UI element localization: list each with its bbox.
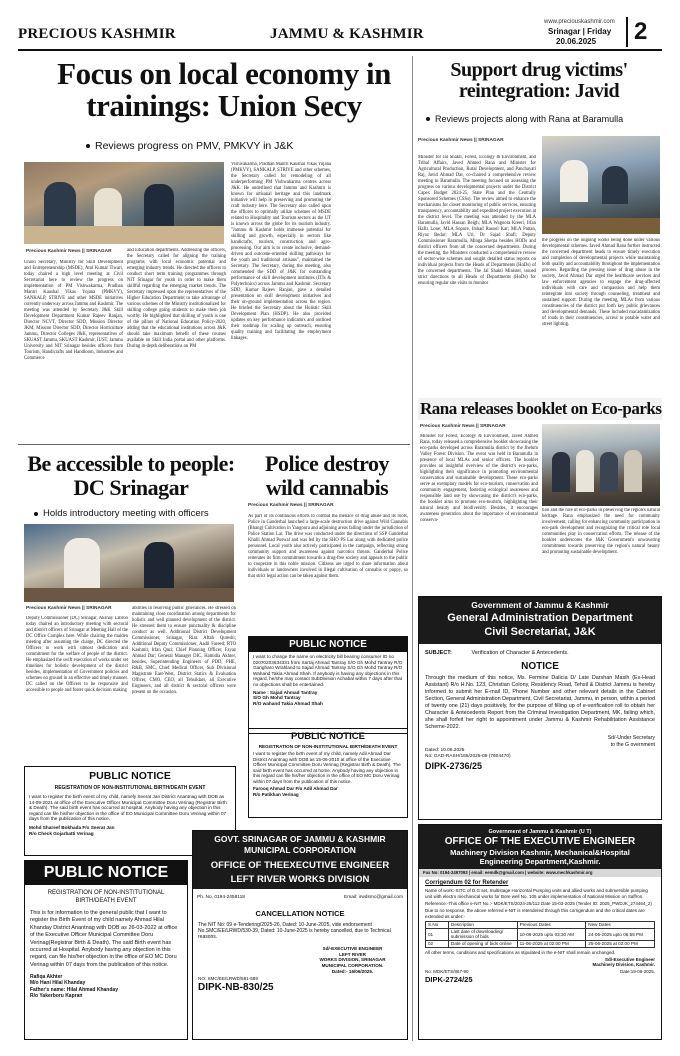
mech-ref: Reference:-This office e-NIT No.:- MDK/ETS/2024-25/112 Date 15-03-2025 (Tender ID: 2025_PWDJK_274464_2) xyxy=(425,901,652,906)
mech-table-header xyxy=(426,921,655,928)
smc-head1: GOVT. SRINAGAR OF JAMMU & KASHMIR xyxy=(214,834,386,844)
mech-head2: OFFICE OF THE EXECUTIVE ENGINEER xyxy=(444,836,636,847)
smc-head2: MUNICIPAL CORPORATION xyxy=(244,845,356,855)
mech-cell: Last date of downloading/ submission of bids xyxy=(448,928,517,940)
smc-body: The NIT No: 09 e-Tendering/2025-26, Dated: 10-June-2025, vide endorsement No.SMC/EE/LRWD/530-39, Dated: 10-June-2025 is hereby cancelled, due to Technical reasons. xyxy=(198,922,391,941)
smc-header xyxy=(193,831,407,889)
mech-cell: Date of opening of bids online xyxy=(448,940,517,947)
story4-col1: Deputy Commissioner (DC) Srinagar, Akshay Labroo today chaired an introductory meeting with sectoral and district officers of Srinagar at Meeting Hall of the DC Office Complex here. While chairing the maiden meeting after assuming the charge, DC directed the Officers to work with utmost dedication and commitment for the welfare of people of the district. He emphasized the swift execution of works under set timelines for holistic development of the district besides, implementation of Government policies and schemes on ground in an effective and timely manner. DC called on the Officers to be responsive and accessible to people and foster quick decision making xyxy=(26,616,128,693)
mech-head4: Engineering Department,Kashmir. xyxy=(479,857,601,866)
story4-photo xyxy=(24,524,234,602)
column-divider xyxy=(412,56,413,1041)
story5-byline: Precious Kashmir News || SRINAGAR xyxy=(248,503,334,508)
story2-photo xyxy=(542,136,660,234)
story3-col2: tion and the role of eco-parks in preserving the region's natural heritage. Rana emphasized the need for community involvement, calling for enhancing community participation in eco-park development and recognizing the critical role local communities play in conservation efforts. The release of the booklet underscores the J&K Government's unwavering commitment towards preserving the region's natural beauty and promoting sustainable development. xyxy=(542,508,660,555)
mech-sign: Sd/-Executive Engineer Machinery Division, Kashmir. xyxy=(592,957,655,968)
smc-no: NO: SMC/EE/LRWD/581-589 xyxy=(198,976,258,982)
gad-no: No: GAD-RASH/165/2025-09 (7604470) xyxy=(425,754,511,760)
public-notice-name-change xyxy=(248,636,408,734)
mech-cell: 24-06-2025 upto 06:55 PM xyxy=(586,928,655,940)
mech-th: S.No xyxy=(426,921,449,928)
smc-head3: OFFICE OF THEEXECUTIVE ENGINEER xyxy=(210,860,390,871)
mech-th: New Dates xyxy=(586,921,655,928)
pn2-sub: REGISTRATION OF NON-INSTITUTIONAL BIRTH/DEATH EVENT xyxy=(258,744,398,749)
machinery-division-notice xyxy=(418,824,662,1040)
story1-deck xyxy=(86,140,293,152)
gad-head1: Government of Jammu & Kashmir xyxy=(471,600,609,610)
gad-head3: Civil Secretariat, J&K xyxy=(484,626,596,638)
smc-cancel-title: CANCELLATION NOTICE xyxy=(255,909,345,919)
story5-headline: Police destroy wild cannabis xyxy=(265,451,389,500)
story3-headline: Rana releases booklet on Eco-parks xyxy=(420,399,662,418)
mech-head1: Government of Jammu & Kashmir (U T) xyxy=(488,829,592,835)
pn4-title: PUBLIC NOTICE xyxy=(25,861,187,885)
story4-deck xyxy=(34,508,209,519)
story1-photo xyxy=(24,162,224,244)
story3-col1: Minister for Forest, Ecology & Environment, Javed Ahmed Rana, today released a comprehensive booklet showcasing the eco-parks developed across Baramulla district by the Jhelum Valley Forest Division. The event was held in Baramulla in presence of local MLAs and senior officers. The booklet provides an insightful overview of the district's eco-parks, highlighting their significance in promoting environmental conservation and sustainable development. These eco-parks serve as exemplary models for eco-tourism, conservation and community engagement, fostering ecological awareness and responsible land use by showcasing the district's eco-parks, the booklet aims to promote eco-tourism, highlighting their natural beauty and biodiversity. Besides, it encourages awareness generation about the importance of environmental conserva- xyxy=(420,434,538,523)
gad-subject: Verification of Character & Antecedents. xyxy=(471,650,569,656)
pn3-body: I want to register the birth event of my child, namely Seerat Jan District Anantnag with DOB as 14-09-2021 at office of the Executive Officer Municipal Committee Doru Verinag (Registrar Birth & Death). The said birth event has occurred at hospital. Anybody having any objection in this regard can file his/her objection in the office of EO Municipal Committee Doru Verinag within 07 days from the publication of this notice. xyxy=(29,794,227,822)
mech-header xyxy=(419,825,661,869)
story4-col2: abilities in resolving public grievances. He stressed on maintaining close coordination among departments for holistic and well planned development of the district. He stressed them to ensure punctuality & discipline conduct as well. Additional District Development Commissioner, Srinagar, Riaz Aftab Qureshi; Additional Deputy Commissioner, Aadil Fareed; RTO Kashmir, Irfan Qazi; Chief Planning Officer, Fayaz Ahmad Dar; General Manager DIC, Hamidia Akhter, besides, Superintending Engineers of PDD, PHE, R&B, SMC, Chief Medical Officer, Sub Divisional Magistrate East-West, District Statics & Evaluation Officer, CMO, CEO, all Tehsildars, all Executive Engineers, and all district & sectoral officers were present on the occasion. xyxy=(132,606,236,695)
smc-phone: Ph. No. 0194-2458118 xyxy=(197,895,245,900)
gad-date: Dated: 10.06.2025 xyxy=(425,748,465,754)
gad-sign: Sd/-Under Secretary to the G overnment xyxy=(607,735,655,748)
table-row xyxy=(426,928,655,940)
mech-cell: 02 xyxy=(426,940,449,947)
mech-th: Previous Dates xyxy=(517,921,586,928)
page-number: 2 xyxy=(634,18,648,45)
pn-main-body: I want to change the name on electricity bill bearing consumer ID no 02070203634331 from Sartaj Ahmad Tantray S/O Gh Mohd Tantray R/O Gangharo Wrahland to Sajad Ahmad Tantray S/O Gh Mohd Tantray R/O Wahand Takia Ahmad Shah. If anybody is having any objections in this regard, he/she may contact SubDivision Achabal within 7 days after that no objections shall be entertained. xyxy=(253,654,403,687)
story1-deck-text: Reviews progress on PMV, PMKVY in J&K xyxy=(95,140,294,152)
mech-head3: Machinery Division Kashmir, Mechanical&Hospital xyxy=(450,848,630,857)
public-notice-hilal xyxy=(24,860,188,1040)
story2-deck xyxy=(426,114,623,124)
smc-email[interactable]: Email: irwdsmc@gmail.com xyxy=(344,895,403,900)
mech-cell: 10-06-2025 upto 03:30 AM xyxy=(517,928,586,940)
gad-subject-label: SUBJECT: xyxy=(425,650,452,656)
story4-headline: Be accessible to people: DC Srinagar xyxy=(27,451,235,500)
pn4-body: This is for information to the general public that I want to register the Birth Event of my child namely Ahmad Hilal Khanday District Anantnag with DOB as 26-03-2022 at office of the Executive Officer Municipal Committee Doru Verinag(Registrar Birth & Death). The said Birth event has occurred at Hospital. Anybody having any objection in this regard, can file his/her objection in the office of EO MC Doru Verinag within 07 days from the publication of this notice. xyxy=(30,910,178,968)
story2-col2: the progress on the ongoing works being done under various developmental schemes. Javed Ahmad Rana further instructed the concerned department heads to ensure timely execution and completion of developmental projects while maintaining both quality and accountability throughout the implementation process. Regarding the pressing issue of drug abuse in the society, Javid Ahmad Dar urged the healthcare services and law enforcement agencies to engage the drug-affected individuals with care and compassion and help them reintegrate into society through counseling, treatment and sustained support. During the meeting, MLAs from various constituencies of the district put forth key public grievances and developmental demands. These included macadamization of roads in their constituencies, access to potable water and street lighting. xyxy=(542,238,660,327)
smc-head4: LEFT RIVER WORKS DIVISION xyxy=(230,874,370,885)
table-row xyxy=(426,940,655,947)
public-notice-adil xyxy=(248,728,408,818)
masthead-center: JAMMU & KASHMIR xyxy=(270,26,424,42)
pn2-sign: Farooq Ahmad Dar F/o Adil Ahmad Dar R/o Patikhan Verinag xyxy=(253,786,338,797)
gad-dipk: DIPK-2736/25 xyxy=(425,760,483,771)
gad-notice xyxy=(418,596,662,820)
gad-header xyxy=(419,597,661,644)
story3-byline: Precious Kashmir News || SRINAGAR xyxy=(420,424,506,429)
gad-body: Through the medium of this notice, Ms. Fermine Dalicia D/ Late Darshan Masih (Ex-Head Assistant) R/o H.No. 123, Christian Colony, Residency Road, Tehsil & District Jammu is hereby informed to submit her E-mail ID, Phone Number and other relevant details in the Cabinet Section, General Administration Department, Civil Secretariat, Jammu, in person, within a period of twenty one (21) days positively, for the purpose of filling up of e-verification roll to obtain her Character & Antecedents Report from the Criminal Investigation Department, MK, failing which, she shall forfeit her right to appointment under Jammu & Kashmir Rehabilitation Assistance Scheme-2022. xyxy=(425,675,655,731)
section-rule-1 xyxy=(18,444,410,445)
pn3-sub: REGISTRATION OF NON-INSTITUTIONAL BIRTH/DEATH EVENT xyxy=(54,785,206,791)
story1-headline: Focus on local economy in trainings: Union Secy xyxy=(57,56,391,123)
story2-deck-text: Reviews projects along with Rana at Baramulla xyxy=(435,114,624,124)
mech-other: All other terms, conditions and specifications as stipulated in the e-NIT shall remain unchanged. xyxy=(425,949,616,955)
smc-cancellation-notice xyxy=(192,830,408,1040)
masthead-dateline: Srinagar | Friday xyxy=(548,27,612,36)
mech-work: Name of work:-SITC of D.G set, multistage Horizontal Pumping units and allied works and submersible pumping unit with electro mechanical works for Bore well No. 105 under implementation of National Mission on Saffron. xyxy=(425,888,648,899)
mech-dipk: DIPK-2724/25 xyxy=(425,974,473,984)
mech-due: Due to no response, the above referred e-NIT is retendered through this corrigendum and the critical dates are extended as under:- xyxy=(425,908,645,919)
story4-deck-text: Holds introductory meeting with officers xyxy=(43,508,209,519)
pn3-sign: Mohd Shareef Bokhada F/o Seerat Jan R/o Check Gojarbatti Verinag xyxy=(29,824,115,836)
masthead-site[interactable]: www.preciouskashmir.com xyxy=(544,19,615,25)
mech-cell: 01 xyxy=(426,928,449,940)
story2-byline: Precious Kashmir News || SRINAGAR xyxy=(418,138,504,143)
masthead-left: PRECIOUS KASHMIR xyxy=(18,26,176,42)
story1-col2: and Education departments. Addressing the officers, the Secretary called for aligning the training programs with local economic potential and emerging industry trends. He directed the officers to conduct short term training programmes through NIT Srinagar for youth in order to make them skillful regarding the emerging market trends. The Secretary impressed upon the representatives of the Higher Education Department to take advantage of various schemes of the Ministry institutionalized for skilling college going students to make them job worthy. He highlighted that skilling of youth is one of the pillars of National Education Policy-2020, adding that the educational institutions across J&K should take maximum benefit of these courses available on Skill India portal and other platforms. During in-depth deliberations on PM xyxy=(127,248,226,349)
story2-headline: Support drug victims' reintegration: Javid xyxy=(450,59,628,102)
story1-col1: Union Secretary, Ministry for Skill Development and Entrepreneurship (MSDE), Atul Kumar Tiwari, today chaired a high level meeting at Civil Secretariat here to review the progress on implementation of PM Vishwakarma, Pradhan Mantri Kaushal Vikas Yojana (PMKVY), SANKALP, STRIVE and other MSDE initiatives currently underway across Jammu and Kashmir. The meeting was attended by Secretary J&K Skill Development Department Kumar Rajeev Ranjan, Director NCVT, Director SDD, Mission Director JKM, Mission Director SDD, Director Horticulture Jammu, Director Colleges J&K, representatives of SKUAST Jammu, SKUAST Kashmir, IUST, Jammu University and NIT Srinagar besides officers from Tourism, Handicrafts and Handloom, Industries and Commerce xyxy=(24,260,123,361)
mech-no: No: MDK/ETS/867-90 xyxy=(425,968,469,974)
gad-notice-title: NOTICE xyxy=(521,661,559,673)
mech-corrigendum: Corrigendum 02 for Retender xyxy=(425,880,509,887)
pn2-title: PUBLIC NOTICE xyxy=(291,731,365,742)
story1-col3: Vishwakarma, Pradhan Mantri Kaushal Vikas Yojana (PMKVY), SANKALP, STRIVE and other schemes, the Secretary called for remodeling of all underperforming PM Vishwakarma centres across J&K. He underlined that Jammu and Kashmir is known for artisanal heritage and this landmark initiative will help in preserving and promoting the craft industry here. The Secretary also called upon the officers to optimally utilize schemes of MSDE related to Hospitality and Tourism sectors as the UT is known across the globe for its tourism industry. "Jammu & Kashmir holds immense potential for skilling and growth, especially in sectors like handicrafts, tourism, construction and agro-processing. Our aim is to create inclusive, demand-driven and outcome-oriented skilling pathways for the youth and traditional artisans", maintained the Secretary. The Secretary, during the meeting, also commended the SDD of J&K for outstanding performance of skill development institutes (ITIs & Polytechnics) across Jammu and Kashmir. Secretary SDD, Kumar Rajeev Ranjan, gave a detailed presentation on skill development initiatives and their on-ground implementation across the region. He briefed the Secretary about the Holistic Skill Development Plan (HSDP). He also provided updates on key performance indicators and outlined their roadmap for scaling up outreach, ensuring quality training and facilitating the employment linkages. xyxy=(231,162,331,341)
story2-col1: Minister for Jal Shakti, Forest, Ecology & Environment, and Tribal Affairs, Javed Ahmed Rana and Minister for Agricultural Production, Rural Development, and Panchayati Raj, Javid Ahmad Dar, co-chaired a comprehensive review meeting in Baramulla. The meeting focused on assessing the progress on various developmental projects under the District Capex Budget 2024-25, State Plan and the Centrally Sponsored Schemes (CSSs). The review aimed to enhance the mechanisms for closer monitoring of public services, ensuring transparency, accountability and expedited project execution at the district level. The meeting was attended by the MLA Baramulla, Javid Hassan Beigh; MLA Wagoora Kreeri, Irfan Hafiz Lone; MLA Sopore, Irshad Rasool Kar; MLA Pattan, Riyaz Bedar; MLA Uri, Dr Sajad Shafi; Deputy Commissioner Baramulla, Minga Sherpa besides HODs and district officers from all the concerned departments. During the meeting, the Ministers conducted a comprehensive review of sector-wise schemes and sought detailed status reports on individual projects from the Heads of Departments (HoDs) of the concerned departments. The Jal Shakti Minister, issued strict directions to all Heads of Departments (HoDs) for ensuring regular site visits to monitor xyxy=(418,155,536,286)
pn4-sign: Rafiqa Akhter M/o Hani Hilal Khanday Father's name: Hilal Ahmad Khanday R/o Yakerboru Kapran xyxy=(30,974,118,999)
mech-date: Date:19-06-2025. xyxy=(619,968,655,974)
mech-cell: 25-06-2025 at 02:00 PM xyxy=(586,940,655,947)
masthead-date: 20.06.2025 xyxy=(556,37,597,46)
pn3-title: PUBLIC NOTICE xyxy=(89,770,171,782)
story3-photo xyxy=(542,424,660,506)
pn4-sub: REGISTRATION OF NON-INSTITUTIONAL BIRTH/DEATH EVENT xyxy=(47,890,165,904)
mech-th: Description xyxy=(448,921,517,928)
story4-byline: Precious Kashmir News || SRINAGAR xyxy=(26,606,112,611)
mech-dates-table xyxy=(425,921,655,948)
mech-contact: Fax No: 0194-2497093 | email: eemdk@gmail.com | website: www.mechkashmir.org xyxy=(419,869,661,877)
pn2-body: I want to register the birth event of my child, namely Adil Ahmad Dar District Anantnag with DOB as 15-06-2010 at office of the Executive Officer Municipal Committee Doru Verinag (Registrar Birth & Death). The said birth event has occurred at home. Anybody having any objection in this regard can file his/her objection in the office of EO MC Doru Verinag within 07 days from the publication of this notice. xyxy=(253,751,401,784)
pn-main-sign: Name : Sajad Ahmad Tantray S/O Gh Mohd Tantray R/O wahand Takia Ahmad Shah xyxy=(253,689,323,706)
gad-head2: General Administration Department xyxy=(447,612,633,624)
mech-cell: 11-06-2025 at 02:00 PM xyxy=(517,940,586,947)
story1-byline: Precious Kashmir News || SRINAGAR xyxy=(26,249,112,254)
smc-dipk: DIPK-NB-830/25 xyxy=(198,982,274,994)
story5-body: As part of its continuous efforts to combat the menace of drug abuse and its roots, Police in Ganderbal launched a large-scale destruction drive against Wild Cannabis (Bhang) Cultivation in Yangoora and adjoining areas falling under the jurisdiction of Police Station Lar. The drive was conducted under the directions of SSP Ganderbal Khalil Ahmad Poswal and was led by the SHO PS Lar along with dedicated police personnel. Local youth also actively participated in the campaign, reflecting strong community support and awareness against narcotics threats. Ganderbal Police reiterates its firm commitment towards a drug-free society and appeals to the public to cooperate in this noble mission. Citizens are urged to share information about individuals or landowners involved in illegal cultivation of cannabis or poppy, so that strict legal action can be taken against them. xyxy=(248,514,408,579)
smc-sign: Sd/-EXECUTIVE ENGINEER LEFT RIVER WORKS DIVISION, SRINAGAR MUNICIPAL CORPORATION. Dated:- 16/06/2025. xyxy=(319,946,386,974)
masthead-divider xyxy=(626,17,628,47)
masthead-rule xyxy=(18,49,662,51)
pn-main-title: PUBLIC NOTICE xyxy=(249,637,407,652)
